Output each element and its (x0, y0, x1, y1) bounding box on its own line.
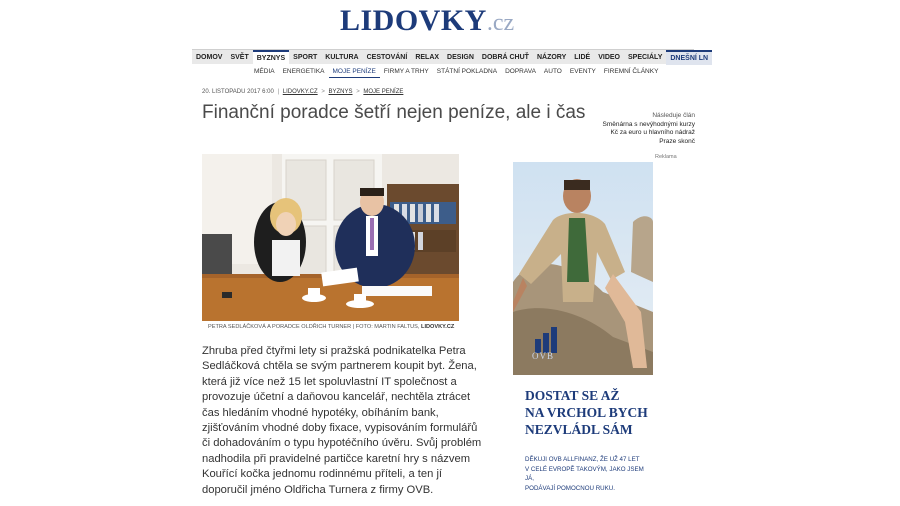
nav-item-video[interactable]: VIDEO (598, 53, 620, 61)
site-logo[interactable] (340, 4, 514, 38)
nav-item-kultura[interactable]: KULTURA (325, 53, 359, 61)
nav-item-nazory[interactable]: NÁZORY (536, 53, 567, 61)
ad-subtext-line3: PODÁVAJÍ POMOCNOU RUKU. (525, 484, 615, 492)
ad-headline-line2: NA VRCHOL BYCH (525, 405, 648, 420)
next-article-line3[interactable]: Praze skonč (659, 137, 695, 145)
article-photo-illustration (202, 154, 459, 321)
article-body: Zhruba před čtyřmi lety si pražská podnikatelka Petra Sedláčková chtěla se svým partnerem koupit byt. Žena, která již více než 15 let spoluvlastní IT společnost a provozuje účetní a daňovou kancelář, nechtěla ztrácet čas hledáním vhodné hypotéky, obíháním bank, zjišťováním vhodné doby fixace, vypisováním formulářů či dohadováním o typu hypotéčního úvěru. Svůj problém nadhodila při pravidelné partičce karetní hry s názvem Kouřící kočka jednomu rodinnému příteli, a ten jí doporučil jméno Oldřicha Turnera z firmy OVB. (202, 345, 482, 496)
subnav-item-firmy-a-trhy[interactable]: FIRMY A TRHY (383, 68, 429, 75)
advertisement-banner[interactable] (513, 162, 653, 496)
caption-text: PETRA SEDLÁČKOVÁ A PORADCE OLDŘICH TURNER | FOTO: MARTIN FALTUS, (208, 324, 420, 330)
ad-headline (525, 387, 653, 438)
ad-headline-line1: DOSTAT SE AŽ (525, 388, 620, 403)
ad-headline-line3: NEZVLÁDL SÁM (525, 422, 633, 437)
breadcrumb-site[interactable]: LIDOVKY.CZ (282, 89, 318, 95)
subnav-item-statni-pokladna[interactable]: STÁTNÍ POKLADNA (436, 68, 498, 75)
nav-item-sport[interactable]: SPORT (293, 53, 318, 61)
nav-item-lide[interactable]: LIDÉ (574, 53, 591, 61)
article-meta (202, 89, 403, 95)
next-article-label: Následuje člán (652, 112, 695, 119)
subnav-item-media[interactable]: MÉDIA (254, 68, 275, 75)
ad-subtext (525, 455, 653, 493)
nav-item-dobra-chut[interactable]: DOBRÁ CHUŤ (481, 53, 529, 61)
ad-subtext-line2: V CELÉ EVROPĚ TAKOVÝM, JAKO JSEM JÁ, (525, 465, 644, 482)
sub-navigation (250, 66, 662, 77)
article-date: 20. LISTOPADU 2017 6:00 (202, 89, 274, 95)
ad-subtext-line1: DĚKUJI OVB ALLFINANZ, ŽE UŽ 47 LET (525, 456, 640, 463)
nav-item-design[interactable]: DESIGN (447, 53, 474, 61)
nav-item-domov[interactable]: DOMOV (196, 53, 223, 61)
photo-caption (208, 324, 454, 330)
nav-item-specialy[interactable]: SPECIÁLY (628, 53, 663, 61)
subnav-item-doprava[interactable]: DOPRAVA (505, 68, 536, 75)
meta-separator: | (277, 89, 280, 95)
subnav-item-firemni-clanky[interactable]: FIREMNÍ ČLÁNKY (603, 68, 659, 75)
breadcrumb-separator: > (321, 89, 325, 95)
subnav-item-auto[interactable]: AUTO (543, 68, 562, 75)
nav-item-dnesni-ln[interactable]: DNEŠNÍ LN (666, 50, 712, 65)
nav-item-svet[interactable]: SVĚT (230, 53, 249, 61)
nav-item-cestovani[interactable]: CESTOVÁNÍ (366, 53, 408, 61)
next-article-line2[interactable]: Kč za euro u hlavního nádraž (610, 129, 695, 136)
article-photo[interactable] (202, 154, 459, 321)
logo-main-text: LIDOVKY (340, 4, 487, 37)
nav-item-relax[interactable]: RELAX (415, 53, 440, 61)
breadcrumb-subsection[interactable]: MOJE PENÍZE (363, 89, 404, 95)
caption-source[interactable]: LIDOVKY.CZ (421, 324, 455, 330)
next-article-teaser[interactable] (592, 112, 695, 146)
logo-tld-text: .cz (486, 10, 515, 36)
ovb-logo-text: OVB (532, 351, 555, 361)
breadcrumb-section[interactable]: BYZNYS (328, 89, 353, 95)
next-article-line1[interactable]: Směnárna s nevýhodnými kurzy (602, 120, 695, 128)
ad-label: Reklama (655, 154, 677, 160)
nav-item-byznys[interactable]: BYZNYS (253, 50, 289, 65)
article-title: Finanční poradce šetří nejen peníze, ale i čas (202, 102, 586, 123)
breadcrumb-separator: > (356, 89, 360, 95)
subnav-item-eventy[interactable]: EVENTY (569, 68, 596, 75)
main-navigation (192, 49, 709, 64)
subnav-item-moje-penize[interactable]: MOJE PENÍZE (329, 66, 380, 78)
subnav-item-energetika[interactable]: ENERGETIKA (282, 68, 325, 75)
